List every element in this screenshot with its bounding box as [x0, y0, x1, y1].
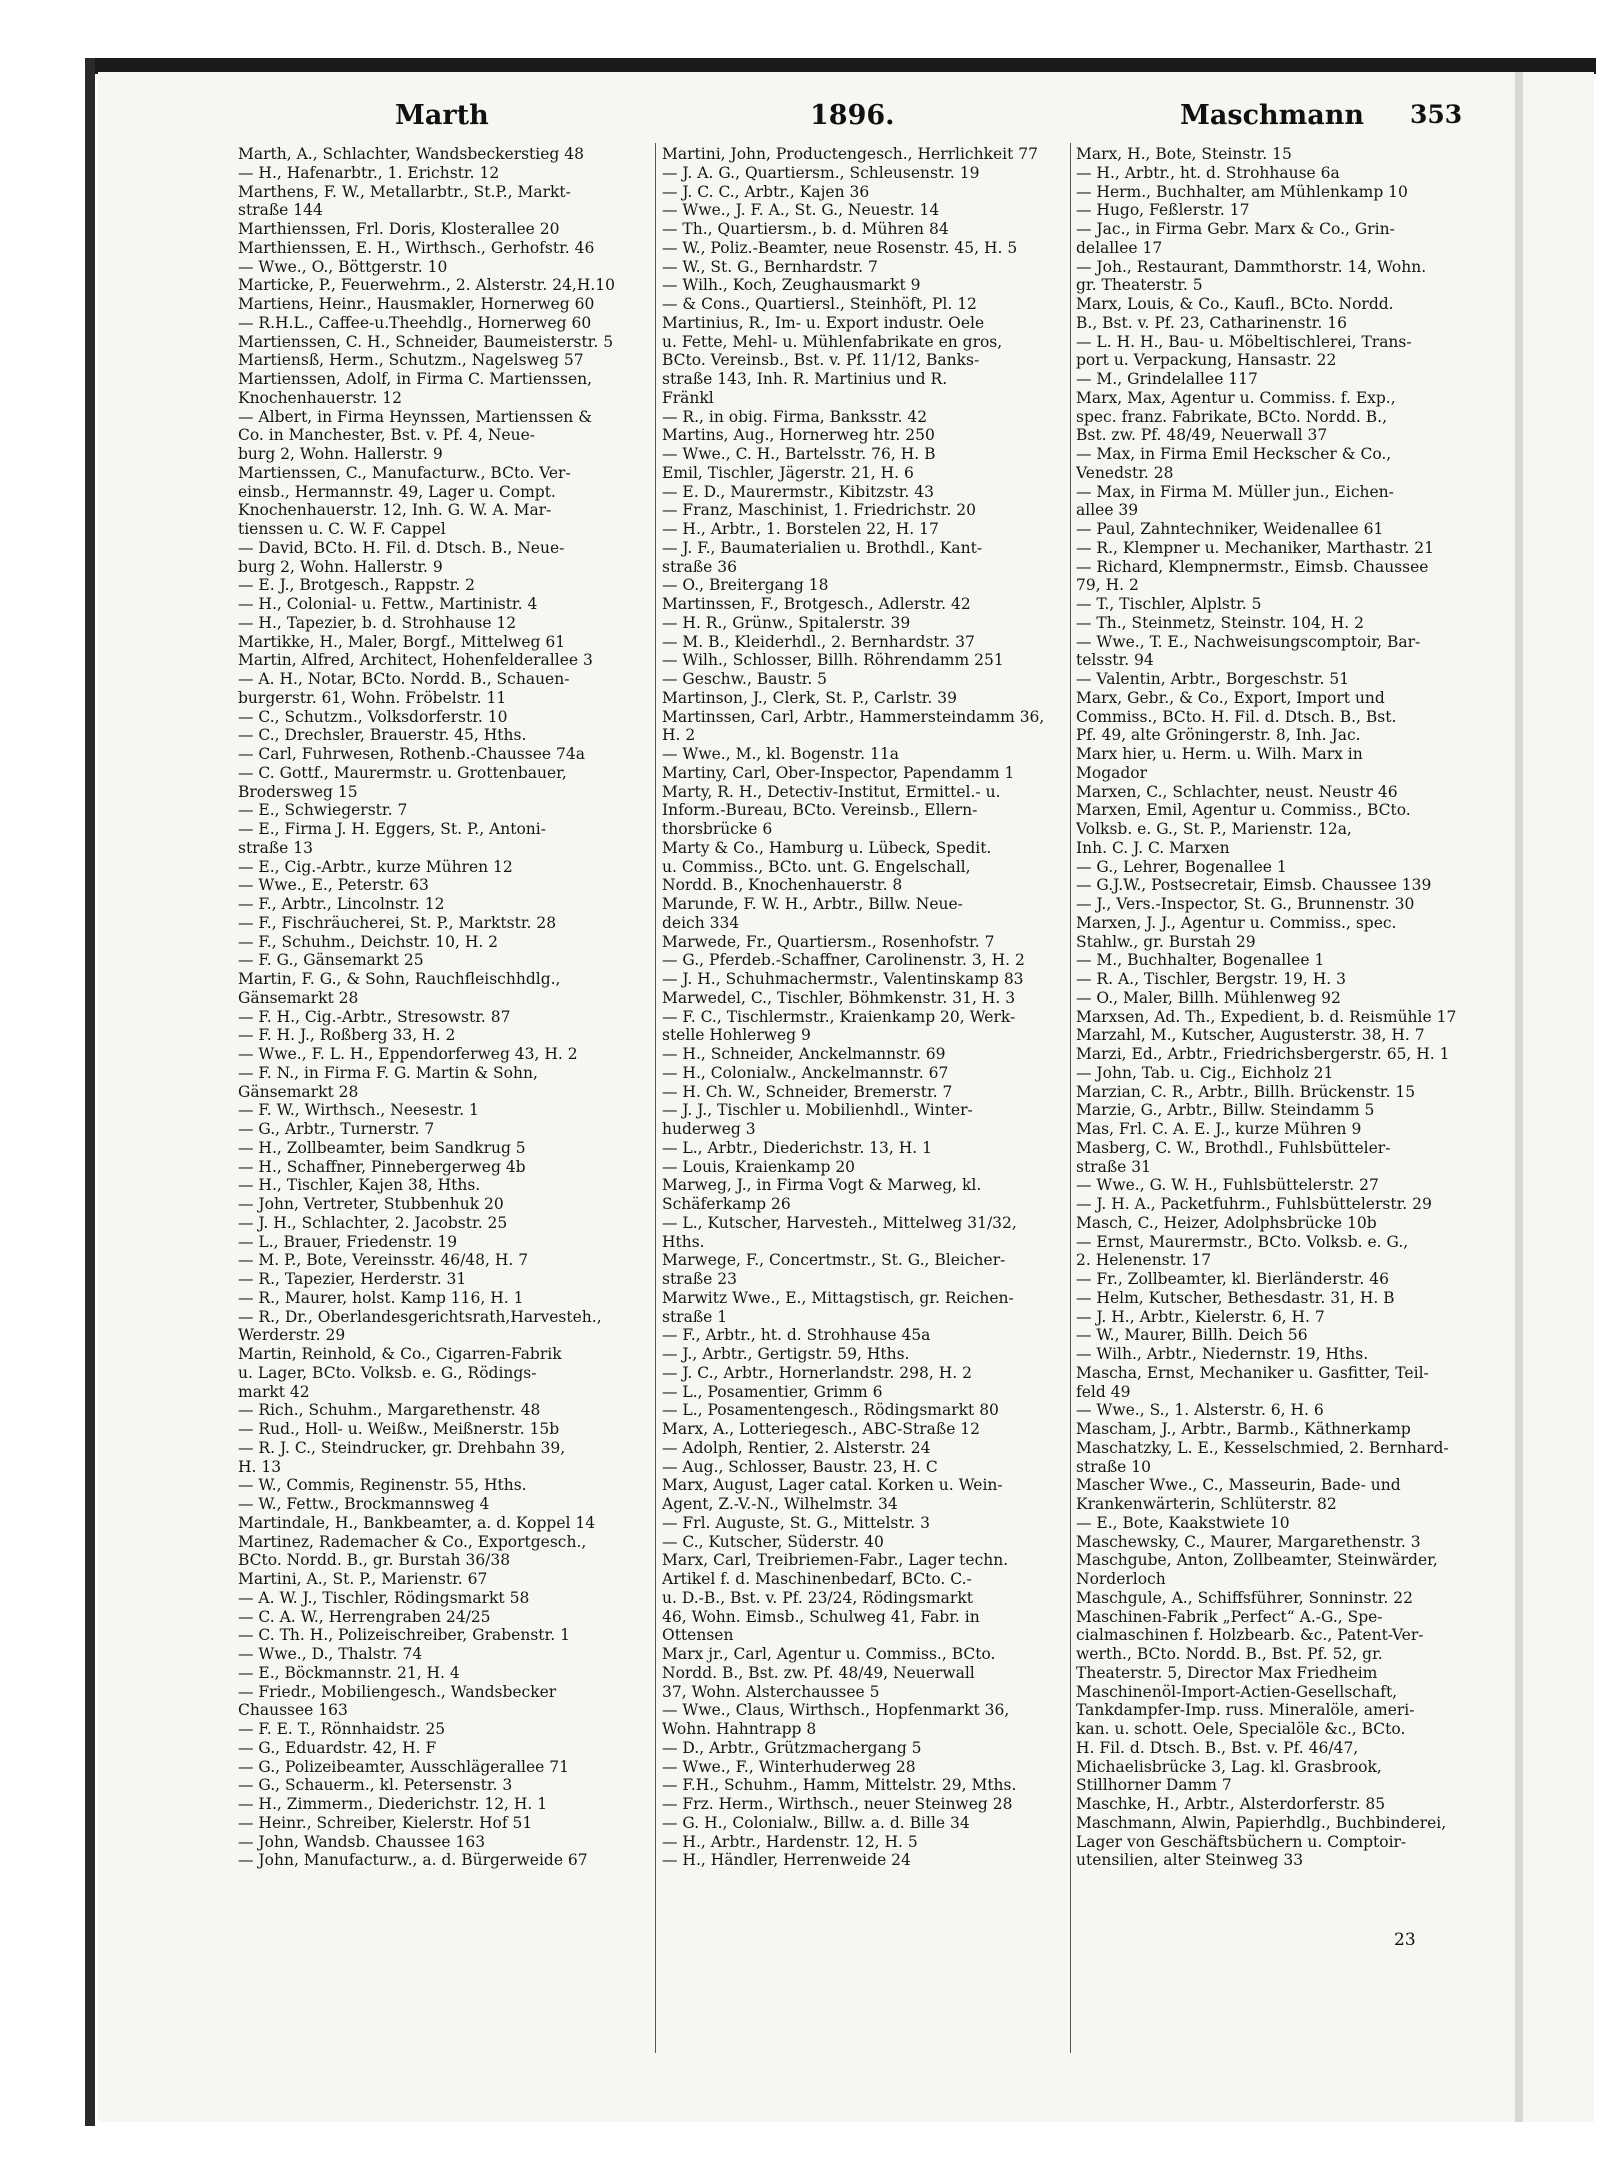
- directory-entry-line: straße 13: [238, 838, 314, 857]
- directory-entry-line: BCto. Vereinsb., Bst. v. Pf. 11/12, Banks-: [662, 351, 980, 370]
- directory-entry-line: deich 334: [662, 913, 740, 932]
- directory-entry-line: — Wwe., E., Peterstr. 63: [238, 876, 429, 895]
- directory-entry-line: — J. H., Arbtr., Kielerstr. 6, H. 7: [1076, 1307, 1325, 1326]
- signature-mark: 23: [1394, 1930, 1416, 1950]
- directory-entry-line: — M., Grindelallee 117: [1076, 370, 1258, 388]
- directory-entry-line: — L., Posamentengesch., Rödingsmarkt 80: [662, 1401, 999, 1420]
- directory-entry-line: — M. P., Bote, Vereinsstr. 46/48, H. 7: [238, 1251, 529, 1270]
- directory-entry-line: Marzi, Ed., Arbtr., Friedrichsbergerstr. 65, H. 1: [1076, 1045, 1450, 1063]
- directory-entry-line: Marzian, C. R., Arbtr., Billh. Brückenstr. 15: [1076, 1082, 1416, 1101]
- directory-entry-line: — R., in obig. Firma, Banksstr. 42: [662, 407, 928, 426]
- directory-entry-line: — D., Arbtr., Grützmachergang 5: [662, 1738, 922, 1757]
- directory-entry-line: Maschgule, A., Schiffsführer, Sonninstr. 22: [1076, 1588, 1413, 1607]
- directory-entry-line: Co. in Manchester, Bst. v. Pf. 4, Neue-: [238, 426, 535, 445]
- directory-entry-line: u. D.-B., Bst. v. Pf. 23/24, Rödingsmarkt: [662, 1588, 973, 1607]
- directory-column-1: [238, 145, 648, 1870]
- directory-entry-line: Stillhorner Damm 7: [1076, 1776, 1232, 1795]
- directory-entry-line: Maschke, H., Arbtr., Alsterdorferstr. 85: [1076, 1795, 1386, 1813]
- directory-entry-line: — L., Kutscher, Harvesteh., Mittelweg 31/32,: [662, 1213, 1017, 1232]
- directory-entry-line: — Wwe., F., Winterhuderweg 28: [662, 1757, 916, 1776]
- directory-entry-line: Marthienssen, Frl. Doris, Klosterallee 20: [238, 220, 560, 238]
- directory-entry-line: — E., Schwiegerstr. 7: [238, 801, 408, 820]
- directory-entry-line: — Wwe., Claus, Wirthsch., Hopfenmarkt 36,: [662, 1701, 1010, 1720]
- directory-entry-line: — L., Posamentier, Grimm 6: [662, 1382, 883, 1401]
- directory-entry-line: Maschatzky, L. E., Kesselschmied, 2. Bernhard-: [1076, 1438, 1449, 1457]
- directory-entry-line: Marty & Co., Hamburg u. Lübeck, Spedit.: [662, 838, 992, 857]
- directory-entry-line: — G., Pferdeb.-Schaffner, Carolinenstr. 3, H. 2: [662, 951, 1025, 970]
- directory-entry-line: Maschewsky, C., Maurer, Margarethenstr. 3: [1076, 1532, 1421, 1551]
- directory-entry-line: — J. C. C., Arbtr., Kajen 36: [662, 182, 870, 201]
- directory-entry-line: thorsbrücke 6: [662, 820, 773, 838]
- directory-entry-line: Martin, Reinhold, & Co., Cigarren-Fabrik: [238, 1345, 562, 1363]
- directory-entry-line: — C. Gottf., Maurermstr. u. Grottenbauer,: [238, 763, 567, 782]
- directory-entry-line: — Wwe., S., 1. Alsterstr. 6, H. 6: [1076, 1401, 1324, 1420]
- directory-entry-line: — Ernst, Maurermstr., BCto. Volksb. e. G.,: [1076, 1232, 1409, 1251]
- directory-entry-line: — Valentin, Arbtr., Borgeschstr. 51: [1076, 670, 1350, 688]
- directory-entry-line: — C. Th. H., Polizeischreiber, Grabenstr. 1: [238, 1626, 570, 1645]
- directory-entry-line: Agent, Z.-V.-N., Wilhelmstr. 34: [662, 1495, 898, 1513]
- directory-entry-line: Gänsemarkt 28: [238, 988, 359, 1007]
- scan-border-left: [85, 58, 95, 2126]
- directory-entry-line: Martin, F. G., & Sohn, Rauchfleischhdlg.,: [238, 970, 561, 988]
- directory-entry-line: — M. B., Kleiderhdl., 2. Bernhardstr. 37: [662, 632, 975, 651]
- directory-entry-line: — W., St. G., Bernhardstr. 7: [662, 257, 878, 276]
- page-number: 353: [1410, 100, 1463, 129]
- directory-entry-line: Martinius, R., Im- u. Export industr. Oele: [662, 313, 985, 332]
- directory-entry-line: Bst. zw. Pf. 48/49, Neuerwall 37: [1076, 426, 1328, 445]
- directory-entry-line: Wohn. Hahntrapp 8: [662, 1720, 817, 1738]
- directory-entry-line: — H., Colonial- u. Fettw., Martinistr. 4: [238, 595, 538, 613]
- directory-entry-line: Inh. C. J. C. Marxen: [1076, 838, 1230, 857]
- directory-entry-line: — Wwe., O., Böttgerstr. 10: [238, 257, 448, 276]
- directory-entry-line: — E., Cig.-Arbtr., kurze Mühren 12: [238, 857, 513, 876]
- directory-entry-line: — Geschw., Baustr. 5: [662, 670, 828, 688]
- directory-entry-line: 37, Wohn. Alsterchaussee 5: [662, 1682, 880, 1701]
- directory-entry-line: — J., Arbtr., Gertigstr. 59, Hths.: [662, 1345, 910, 1363]
- directory-entry-line: Pf. 49, alte Gröningerstr. 8, Inh. Jac.: [1076, 726, 1361, 745]
- directory-entry-line: markt 42: [238, 1382, 310, 1401]
- directory-entry-line: Marx jr., Carl, Agentur u. Commiss., BCto.: [662, 1645, 996, 1663]
- directory-entry-line: — Aug., Schlosser, Baustr. 23, H. C: [662, 1457, 938, 1476]
- directory-entry-line: — Frl. Auguste, St. G., Mittelstr. 3: [662, 1513, 931, 1532]
- directory-entry-line: B., Bst. v. Pf. 23, Catharinenstr. 16: [1076, 313, 1347, 332]
- directory-entry-line: — R., Maurer, holst. Kamp 116, H. 1: [238, 1288, 524, 1307]
- directory-entry-line: — R., Dr., Oberlandesgerichtsrath,Harvesteh.,: [238, 1307, 602, 1326]
- directory-entry-line: — Frz. Herm., Wirthsch., neuer Steinweg 28: [662, 1795, 1013, 1813]
- directory-entry-line: Marx, H., Bote, Steinstr. 15: [1076, 145, 1292, 163]
- directory-entry-line: Marxen, C., Schlachter, neust. Neustr 46: [1076, 782, 1398, 801]
- directory-entry-line: Nordd. B., Bst. zw. Pf. 48/49, Neuerwall: [662, 1663, 975, 1682]
- directory-entry-line: werth., BCto. Nordd. B., Bst. Pf. 52, gr.: [1076, 1645, 1383, 1663]
- directory-entry-line: Commiss., BCto. H. Fil. d. Dtsch. B., Bst.: [1076, 707, 1397, 726]
- directory-entry-line: — Wwe., T. E., Nachweisungscomptoir, Bar-: [1076, 632, 1421, 651]
- directory-entry-line: Marx hier, u. Herm. u. Wilh. Marx in: [1076, 745, 1363, 763]
- directory-entry-line: kan. u. schott. Oele, Specialöle &c., BCto.: [1076, 1720, 1406, 1738]
- directory-entry-line: — F. W., Wirthsch., Neesestr. 1: [238, 1101, 479, 1120]
- directory-entry-line: straße 23: [662, 1270, 738, 1288]
- left-running-head: Marth: [395, 100, 489, 131]
- directory-entry-line: Martienssen, Adolf, in Firma C. Martienssen,: [238, 370, 593, 388]
- directory-entry-line: Tankdampfer-Imp. russ. Mineralöle, ameri-: [1076, 1701, 1415, 1720]
- directory-entry-line: Marx, Max, Agentur u. Commiss. f. Exp.,: [1076, 388, 1396, 407]
- directory-entry-line: Krankenwärterin, Schlüterstr. 82: [1076, 1495, 1337, 1513]
- directory-entry-line: — Adolph, Rentier, 2. Alsterstr. 24: [662, 1438, 931, 1457]
- directory-entry-line: burg 2, Wohn. Hallerstr. 9: [238, 445, 443, 463]
- directory-entry-line: Martiny, Carl, Ober-Inspector, Papendamm 1: [662, 763, 1015, 782]
- directory-entry-line: Marzie, G., Arbtr., Billw. Steindamm 5: [1076, 1101, 1375, 1120]
- directory-entry-line: — R., Tapezier, Herderstr. 31: [238, 1270, 467, 1288]
- directory-entry-line: — Wilh., Koch, Zeughausmarkt 9: [662, 276, 921, 295]
- directory-entry-line: — Wilh., Arbtr., Niedernstr. 19, Hths.: [1076, 1345, 1369, 1363]
- directory-entry-line: Venedstr. 28: [1076, 463, 1174, 482]
- directory-entry-line: Martinez, Rademacher & Co., Exportgesch.,: [238, 1532, 587, 1551]
- directory-entry-line: cialmaschinen f. Holzbearb. &c., Patent-Ver-: [1076, 1626, 1424, 1645]
- directory-entry-line: — H. Ch. W., Schneider, Bremerstr. 7: [662, 1082, 953, 1101]
- directory-entry-line: — Th., Steinmetz, Steinstr. 104, H. 2: [1076, 613, 1364, 632]
- directory-entry-line: 46, Wohn. Eimsb., Schulweg 41, Fabr. in: [662, 1607, 980, 1626]
- directory-entry-line: — R., Klempner u. Mechaniker, Marthastr. 21: [1076, 538, 1434, 557]
- directory-entry-line: Martiens, Heinr., Hausmakler, Hornerweg 60: [238, 295, 595, 313]
- directory-entry-line: — Paul, Zahntechniker, Weidenallee 61: [1076, 520, 1384, 538]
- directory-entry-line: Volksb. e. G., St. P., Marienstr. 12a,: [1076, 820, 1352, 838]
- directory-entry-line: Maschgube, Anton, Zollbeamter, Steinwärder,: [1076, 1551, 1438, 1570]
- directory-entry-line: — H., Zollbeamter, beim Sandkrug 5: [238, 1138, 526, 1157]
- directory-entry-line: Gänsemarkt 28: [238, 1082, 359, 1101]
- directory-entry-line: Maschinenöl-Import-Actien-Gesellschaft,: [1076, 1682, 1398, 1701]
- directory-entry-line: u. Commiss., BCto. unt. G. Engelschall,: [662, 857, 971, 876]
- directory-entry-line: Martikke, H., Maler, Borgf., Mittelweg 61: [238, 632, 566, 651]
- directory-entry-line: Brodersweg 15: [238, 782, 358, 801]
- directory-entry-line: H. 13: [238, 1457, 282, 1476]
- directory-entry-line: Schäferkamp 26: [662, 1195, 791, 1213]
- directory-entry-line: — J. A. G., Quartiersm., Schleusenstr. 19: [662, 163, 980, 182]
- directory-entry-line: — Richard, Klempnermstr., Eimsb. Chaussee: [1076, 557, 1429, 576]
- directory-entry-line: — John, Wandsb. Chaussee 163: [238, 1832, 486, 1851]
- directory-entry-line: — F., Arbtr., ht. d. Strohhause 45a: [662, 1326, 931, 1345]
- directory-entry-line: Werderstr. 29: [238, 1326, 346, 1345]
- directory-entry-line: H. 2: [662, 726, 696, 745]
- directory-entry-line: straße 31: [1076, 1157, 1152, 1176]
- directory-entry-line: Marwede, Fr., Quartiersm., Rosenhofstr. 7: [662, 932, 995, 951]
- directory-entry-line: — E., Böckmannstr. 21, H. 4: [238, 1663, 460, 1682]
- directory-entry-line: Marxen, Emil, Agentur u. Commiss., BCto.: [1076, 801, 1411, 820]
- directory-entry-line: — F. N., in Firma F. G. Martin & Sohn,: [238, 1063, 538, 1082]
- directory-entry-line: — F.H., Schuhm., Hamm, Mittelstr. 29, Mths.: [662, 1776, 1017, 1795]
- directory-entry-line: Marthienssen, E. H., Wirthsch., Gerhofstr. 46: [238, 238, 595, 257]
- directory-entry-line: — J. H. A., Packetfuhrm., Fuhlsbüttelerstr. 29: [1076, 1195, 1432, 1213]
- directory-entry-line: — Friedr., Mobiliengesch., Wandsbecker: [238, 1682, 557, 1701]
- directory-entry-line: Marx, Gebr., & Co., Export, Import und: [1076, 688, 1385, 707]
- directory-entry-line: — M., Buchhalter, Bogenallee 1: [1076, 951, 1325, 970]
- directory-entry-line: Marx, Carl, Treibriemen-Fabr., Lager techn.: [662, 1551, 1009, 1570]
- directory-entry-line: — F. H., Cig.-Arbtr., Stresowstr. 87: [238, 1007, 511, 1026]
- directory-entry-line: — H., Arbtr., Hardenstr. 12, H. 5: [662, 1832, 918, 1851]
- directory-entry-line: — R. J. C., Steindrucker, gr. Drehbahn 39,: [238, 1438, 566, 1457]
- directory-entry-line: — Wwe., M., kl. Bogenstr. 11a: [662, 745, 899, 763]
- directory-entry-line: Marthens, F. W., Metallarbtr., St.P., Markt-: [238, 182, 571, 201]
- directory-entry-line: Marweg, J., in Firma Vogt & Marweg, kl.: [662, 1176, 982, 1195]
- directory-entry-line: Mascham, J., Arbtr., Barmb., Käthnerkamp: [1076, 1420, 1411, 1438]
- directory-entry-line: Martiensß, Herm., Schutzm., Nagelsweg 57: [238, 351, 584, 370]
- directory-entry-line: gr. Theaterstr. 5: [1076, 276, 1203, 295]
- directory-entry-line: Mascha, Ernst, Mechaniker u. Gasfitter, Teil-: [1076, 1363, 1429, 1382]
- directory-entry-line: — W., Fettw., Brockmannsweg 4: [238, 1495, 490, 1513]
- directory-entry-line: Marx, August, Lager catal. Korken u. Wein-: [662, 1476, 1003, 1495]
- directory-entry-line: — J. H., Schlachter, 2. Jacobstr. 25: [238, 1213, 508, 1232]
- directory-entry-line: — G. H., Colonialw., Billw. a. d. Bille 34: [662, 1813, 970, 1832]
- directory-entry-line: — W., Maurer, Billh. Deich 56: [1076, 1326, 1308, 1345]
- directory-entry-line: — O., Maler, Billh. Mühlenweg 92: [1076, 988, 1341, 1007]
- directory-entry-line: u. Fette, Mehl- u. Mühlenfabrikate en gros,: [662, 332, 1003, 351]
- directory-entry-line: Inform.-Bureau, BCto. Vereinsb., Ellern-: [662, 801, 978, 820]
- directory-entry-line: Martins, Aug., Hornerweg htr. 250: [662, 426, 935, 445]
- directory-entry-line: — H. R., Grünw., Spitalerstr. 39: [662, 613, 911, 632]
- directory-entry-line: — Jac., in Firma Gebr. Marx & Co., Grin-: [1076, 220, 1395, 238]
- directory-entry-line: Marwitz Wwe., E., Mittagstisch, gr. Reichen-: [662, 1288, 1014, 1307]
- directory-entry-line: — E., Firma J. H. Eggers, St. P., Antoni-: [238, 820, 546, 838]
- directory-entry-line: Ottensen: [662, 1626, 734, 1645]
- directory-entry-line: — John, Tab. u. Cig., Eichholz 21: [1076, 1063, 1334, 1082]
- directory-entry-line: — R.H.L., Caffee-u.Theehdlg., Hornerweg 60: [238, 313, 592, 332]
- directory-entry-line: — C., Drechsler, Brauerstr. 45, Hths.: [238, 726, 527, 745]
- directory-column-2: [662, 145, 1070, 1870]
- running-header: [270, 100, 1470, 140]
- directory-entry-line: — F. H. J., Roßberg 33, H. 2: [238, 1026, 456, 1045]
- directory-entry-line: — Wwe., G. W. H., Fuhlsbüttelerstr. 27: [1076, 1176, 1379, 1195]
- directory-entry-line: — John, Manufacturw., a. d. Bürgerweide 67: [238, 1851, 588, 1870]
- directory-entry-line: — C. A. W., Herrengraben 24/25: [238, 1607, 491, 1626]
- directory-entry-line: Marth, A., Schlachter, Wandsbeckerstieg 48: [238, 145, 584, 163]
- directory-entry-line: Marxen, J. J., Agentur u. Commiss., spec.: [1076, 913, 1397, 932]
- directory-entry-line: straße 144: [238, 201, 323, 220]
- directory-entry-line: — J. C., Arbtr., Hornerlandstr. 298, H. 2: [662, 1363, 972, 1382]
- directory-entry-line: — F., Schuhm., Deichstr. 10, H. 2: [238, 932, 499, 951]
- directory-entry-line: — H., Arbtr., ht. d. Strohhause 6a: [1076, 163, 1340, 182]
- directory-entry-line: BCto. Nordd. B., gr. Burstah 36/38: [238, 1551, 511, 1570]
- directory-entry-line: Marxsen, Ad. Th., Expedient, b. d. Reismühle 17: [1076, 1007, 1457, 1026]
- directory-entry-line: telsstr. 94: [1076, 651, 1154, 670]
- directory-entry-line: — L., Arbtr., Diederichstr. 13, H. 1: [662, 1138, 932, 1157]
- directory-entry-line: — G., Eduardstr. 42, H. F: [238, 1738, 437, 1757]
- directory-entry-line: — Herm., Buchhalter, am Mühlenkamp 10: [1076, 182, 1408, 201]
- directory-entry-line: — Hugo, Feßlerstr. 17: [1076, 201, 1250, 220]
- directory-entry-line: port u. Verpackung, Hansastr. 22: [1076, 351, 1337, 370]
- directory-entry-line: — H., Hafenarbtr., 1. Erichstr. 12: [238, 163, 500, 182]
- directory-entry-line: — Max, in Firma M. Müller jun., Eichen-: [1076, 482, 1394, 501]
- directory-entry-line: allee 39: [1076, 501, 1139, 520]
- directory-entry-line: Martini, John, Productengesch., Herrlichkeit 77: [662, 145, 1038, 163]
- directory-entry-line: — W., Commis, Reginenstr. 55, Hths.: [238, 1476, 527, 1495]
- directory-entry-line: u. Lager, BCto. Volksb. e. G., Rödings-: [238, 1363, 537, 1382]
- directory-entry-line: feld 49: [1076, 1382, 1131, 1401]
- directory-entry-line: — F. C., Tischlermstr., Kraienkamp 20, Werk-: [662, 1007, 1016, 1026]
- directory-entry-line: — Helm, Kutscher, Bethesdastr. 31, H. B: [1076, 1288, 1395, 1307]
- directory-entry-line: — A. H., Notar, BCto. Nordd. B., Schauen-: [238, 670, 570, 688]
- directory-entry-line: — Wwe., F. L. H., Eppendorferweg 43, H. 2: [238, 1045, 578, 1063]
- directory-entry-line: utensilien, alter Steinweg 33: [1076, 1851, 1304, 1870]
- directory-entry-line: — C., Kutscher, Süderstr. 40: [662, 1532, 884, 1551]
- directory-entry-line: Theaterstr. 5, Director Max Friedheim: [1076, 1663, 1378, 1682]
- directory-entry-line: — L., Brauer, Friedenstr. 19: [238, 1232, 458, 1251]
- directory-entry-line: — Max, in Firma Emil Heckscher & Co.,: [1076, 445, 1392, 463]
- directory-entry-line: straße 10: [1076, 1457, 1152, 1476]
- directory-entry-line: — Wilh., Schlosser, Billh. Röhrendamm 251: [662, 651, 1004, 670]
- directory-entry-line: Mascher Wwe., C., Masseurin, Bade- und: [1076, 1476, 1401, 1495]
- directory-entry-line: Marwedel, C., Tischler, Böhmkenstr. 31, H. 3: [662, 988, 1016, 1007]
- directory-entry-line: — H., Tischler, Kajen 38, Hths.: [238, 1176, 481, 1195]
- directory-entry-line: — Wwe., D., Thalstr. 74: [238, 1645, 423, 1663]
- directory-entry-line: Fränkl: [662, 388, 714, 407]
- directory-entry-line: Marty, R. H., Detectiv-Institut, Ermittel.- u.: [662, 782, 1001, 801]
- directory-entry-line: — Louis, Kraienkamp 20: [662, 1157, 856, 1176]
- directory-entry-line: Hths.: [662, 1232, 705, 1251]
- directory-entry-line: — E., Bote, Kaakstwiete 10: [1076, 1513, 1290, 1532]
- directory-entry-line: huderweg 3: [662, 1120, 756, 1138]
- directory-entry-line: einsb., Hermannstr. 49, Lager u. Compt.: [238, 482, 556, 501]
- directory-entry-line: — Joh., Restaurant, Dammthorstr. 14, Wohn.: [1076, 257, 1427, 276]
- directory-entry-line: — T., Tischler, Alplstr. 5: [1076, 595, 1262, 613]
- directory-entry-line: — Wwe., J. F. A., St. G., Neuestr. 14: [662, 201, 940, 220]
- directory-entry-line: Martin, Alfred, Architect, Hohenfelderallee 3: [238, 651, 593, 670]
- directory-entry-line: Michaelisbrücke 3, Lag. kl. Grasbrook,: [1076, 1757, 1382, 1776]
- directory-entry-line: Martinson, J., Clerk, St. P., Carlstr. 39: [662, 688, 957, 707]
- directory-entry-line: Chaussee 163: [238, 1701, 348, 1720]
- directory-entry-line: — E. D., Maurermstr., Kibitzstr. 43: [662, 482, 934, 501]
- directory-entry-line: — F., Arbtr., Lincolnstr. 12: [238, 895, 445, 913]
- directory-entry-line: H. Fil. d. Dtsch. B., Bst. v. Pf. 46/47,: [1076, 1738, 1359, 1757]
- directory-entry-line: — H., Tapezier, b. d. Strohhause 12: [238, 613, 517, 632]
- directory-entry-line: stelle Hohlerweg 9: [662, 1026, 811, 1045]
- directory-entry-line: burgerstr. 61, Wohn. Fröbelstr. 11: [238, 688, 507, 707]
- directory-entry-line: — Th., Quartiersm., b. d. Mühren 84: [662, 220, 949, 238]
- directory-entry-line: spec. franz. Fabrikate, BCto. Nordd. B.,: [1076, 407, 1388, 426]
- directory-entry-line: — J. H., Schuhmachermstr., Valentinskamp 83: [662, 970, 1024, 988]
- directory-entry-line: — H., Händler, Herrenweide 24: [662, 1851, 911, 1870]
- directory-entry-line: — H., Schneider, Anckelmannstr. 69: [662, 1045, 946, 1063]
- directory-entry-line: delallee 17: [1076, 238, 1163, 257]
- directory-entry-line: — & Cons., Quartiersl., Steinhöft, Pl. 12: [662, 295, 977, 313]
- directory-entry-line: Marx, A., Lotteriegesch., ABC-Straße 12: [662, 1420, 981, 1438]
- directory-entry-line: Knochenhauerstr. 12: [238, 388, 402, 407]
- directory-entry-line: straße 36: [662, 557, 738, 576]
- directory-entry-line: Marzahl, M., Kutscher, Augusterstr. 38, H. 7: [1076, 1026, 1425, 1045]
- directory-entry-line: — G., Lehrer, Bogenallee 1: [1076, 857, 1287, 876]
- directory-entry-line: Marticke, P., Feuerwehrm., 2. Alsterstr. 24,H.10: [238, 276, 616, 295]
- directory-entry-line: — O., Breitergang 18: [662, 576, 829, 595]
- directory-entry-line: — F., Fischräucherei, St. P., Marktstr. 28: [238, 913, 557, 932]
- directory-entry-line: Martinssen, Carl, Arbtr., Hammersteindamm 36,: [662, 707, 1045, 726]
- directory-entry-line: — G., Polizeibeamter, Ausschlägerallee 71: [238, 1757, 569, 1776]
- directory-entry-line: — J., Vers.-Inspector, St. G., Brunnenstr. 30: [1076, 895, 1415, 913]
- directory-entry-line: tienssen u. C. W. F. Cappel: [238, 520, 446, 538]
- directory-entry-line: Mas, Frl. C. A. E. J., kurze Mühren 9: [1076, 1120, 1362, 1138]
- directory-entry-line: — Rich., Schuhm., Margarethenstr. 48: [238, 1401, 541, 1420]
- directory-entry-line: — L. H. H., Bau- u. Möbeltischlerei, Trans-: [1076, 332, 1412, 351]
- directory-entry-line: Stahlw., gr. Burstah 29: [1076, 932, 1256, 951]
- directory-entry-line: — Rud., Holl- u. Weißw., Meißnerstr. 15b: [238, 1420, 560, 1438]
- directory-entry-line: Martindale, H., Bankbeamter, a. d. Koppel 14: [238, 1513, 596, 1532]
- directory-entry-line: 2. Helenenstr. 17: [1076, 1251, 1212, 1270]
- directory-entry-line: Lager von Geschäftsbüchern u. Comptoir-: [1076, 1832, 1407, 1851]
- directory-entry-line: — Carl, Fuhrwesen, Rothenb.-Chaussee 74a: [238, 745, 585, 763]
- directory-entry-line: Norderloch: [1076, 1570, 1166, 1588]
- column-divider: [655, 143, 656, 2053]
- directory-entry-line: — John, Vertreter, Stubbenhuk 20: [238, 1195, 504, 1213]
- column-divider: [1070, 143, 1071, 2053]
- directory-entry-line: Nordd. B., Knochenhauerstr. 8: [662, 876, 903, 895]
- directory-entry-line: Knochenhauerstr. 12, Inh. G. W. A. Mar-: [238, 501, 552, 520]
- directory-entry-line: Masberg, C. W., Brothdl., Fuhlsbütteler-: [1076, 1138, 1391, 1157]
- directory-entry-line: — David, BCto. H. Fil. d. Dtsch. B., Neue-: [238, 538, 565, 557]
- directory-entry-line: — Fr., Zollbeamter, kl. Bierländerstr. 46: [1076, 1270, 1389, 1288]
- directory-entry-line: — F. E. T., Rönnhaidstr. 25: [238, 1720, 446, 1738]
- directory-entry-line: — Heinr., Schreiber, Kielerstr. Hof 51: [238, 1813, 533, 1832]
- directory-entry-line: burg 2, Wohn. Hallerstr. 9: [238, 557, 443, 576]
- year-heading: 1896.: [810, 100, 895, 131]
- directory-entry-line: Emil, Tischler, Jägerstr. 21, H. 6: [662, 463, 914, 482]
- directory-entry-line: Martini, A., St. P., Marienstr. 67: [238, 1570, 488, 1588]
- directory-entry-line: Marx, Louis, & Co., Kaufl., BCto. Nordd.: [1076, 295, 1394, 313]
- directory-entry-line: Marwege, F., Concertmstr., St. G., Bleicher-: [662, 1251, 1006, 1270]
- directory-entry-line: Maschinen-Fabrik „Perfect“ A.-G., Spe-: [1076, 1607, 1383, 1626]
- directory-entry-line: — R. A., Tischler, Bergstr. 19, H. 3: [1076, 970, 1346, 988]
- directory-column-3: [1076, 145, 1486, 1870]
- right-running-head: Maschmann: [1180, 100, 1364, 131]
- directory-entry-line: Martienssen, C., Manufacturw., BCto. Ver-: [238, 463, 571, 482]
- directory-entry-line: — J. F., Baumaterialien u. Brothdl., Kant-: [662, 538, 983, 557]
- directory-entry-line: Maschmann, Alwin, Papierhdlg., Buchbinderei,: [1076, 1813, 1447, 1832]
- directory-entry-line: — H., Schaffner, Pinnebergerweg 4b: [238, 1157, 526, 1176]
- directory-entry-line: straße 1: [662, 1307, 728, 1326]
- directory-entry-line: — H., Colonialw., Anckelmannstr. 67: [662, 1063, 949, 1082]
- directory-entry-line: — F. G., Gänsemarkt 25: [238, 951, 424, 970]
- directory-entry-line: — H., Zimmerm., Diederichstr. 12, H. 1: [238, 1795, 548, 1813]
- directory-entry-line: — G., Schauerm., kl. Petersenstr. 3: [238, 1776, 513, 1795]
- directory-entry-line: Mogador: [1076, 763, 1148, 782]
- directory-entry-line: Artikel f. d. Maschinenbedarf, BCto. C.-: [662, 1570, 972, 1588]
- directory-entry-line: — J. J., Tischler u. Mobilienhdl., Winter-: [662, 1101, 973, 1120]
- directory-entry-line: — E. J., Brotgesch., Rappstr. 2: [238, 576, 475, 595]
- directory-entry-line: Masch, C., Heizer, Adolphsbrücke 10b: [1076, 1213, 1377, 1232]
- directory-entry-line: — W., Poliz.-Beamter, neue Rosenstr. 45, H. 5: [662, 238, 1018, 257]
- directory-entry-line: — G., Arbtr., Turnerstr. 7: [238, 1120, 435, 1138]
- directory-entry-line: — H., Arbtr., 1. Borstelen 22, H. 17: [662, 520, 939, 538]
- directory-entry-line: — C., Schutzm., Volksdorferstr. 10: [238, 707, 508, 726]
- directory-entry-line: straße 143, Inh. R. Martinius und R.: [662, 370, 948, 388]
- directory-entry-line: — Wwe., C. H., Bartelsstr. 76, H. B: [662, 445, 936, 463]
- directory-entry-line: Martienssen, C. H., Schneider, Baumeisterstr. 5: [238, 332, 614, 351]
- directory-entry-line: Martinssen, F., Brotgesch., Adlerstr. 42: [662, 595, 971, 613]
- directory-entry-line: 79, H. 2: [1076, 576, 1139, 595]
- directory-entry-line: — Franz, Maschinist, 1. Friedrichstr. 20: [662, 501, 976, 520]
- directory-entry-line: Marunde, F. W. H., Arbtr., Billw. Neue-: [662, 895, 963, 913]
- directory-entry-line: — G.J.W., Postsecretair, Eimsb. Chaussee 139: [1076, 876, 1432, 895]
- directory-entry-line: — Albert, in Firma Heynssen, Martienssen &: [238, 407, 593, 426]
- directory-entry-line: — A. W. J., Tischler, Rödingsmarkt 58: [238, 1588, 530, 1607]
- page-edge-shadow: [1515, 72, 1523, 2122]
